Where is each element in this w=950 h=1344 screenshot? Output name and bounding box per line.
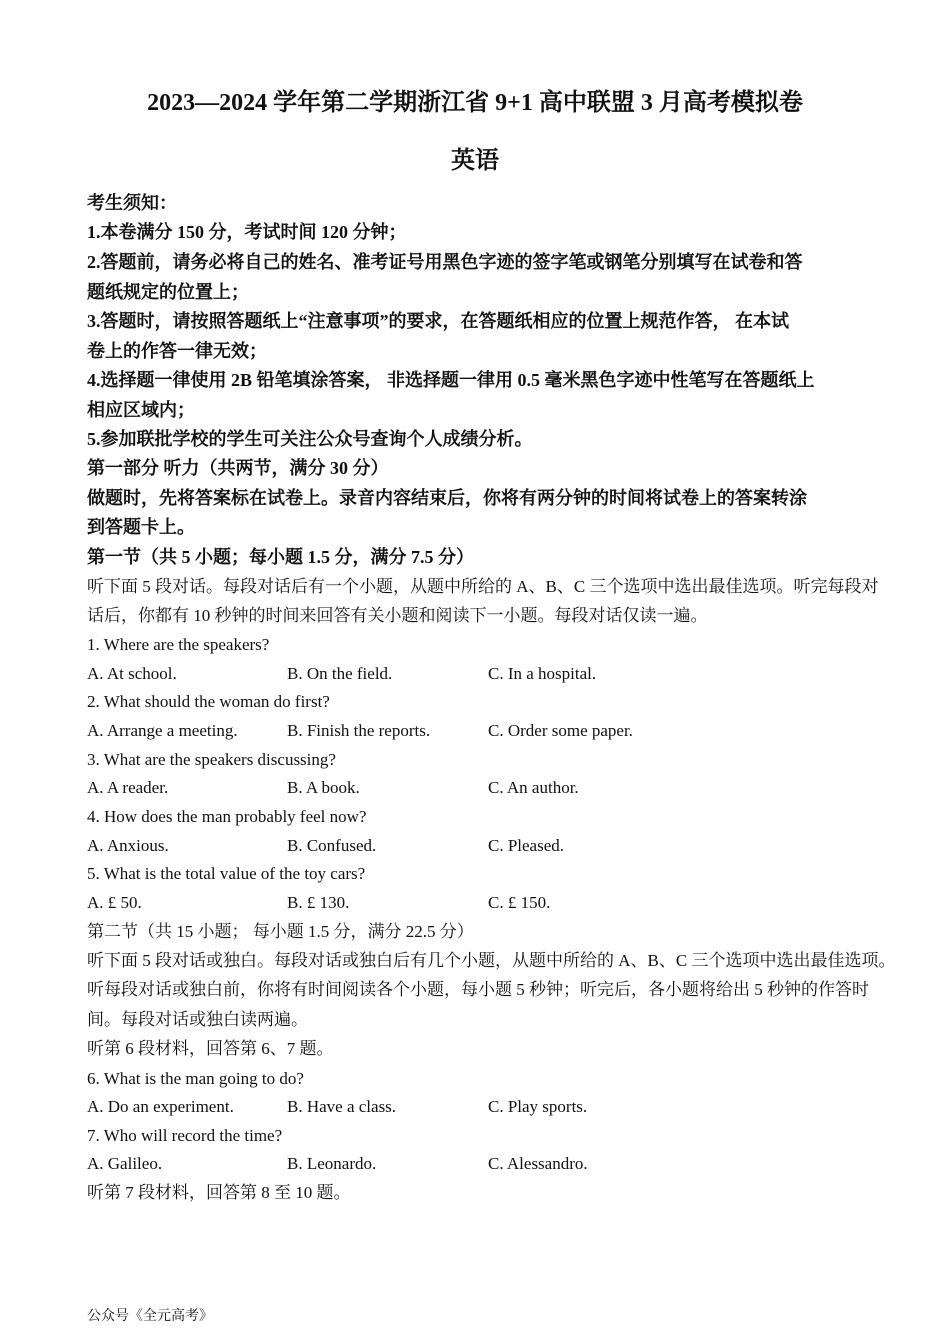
option-b: B. £ 130. [287,893,350,912]
notice-item: 5.参加联批学校的学生可关注公众号查询个人成绩分析。 [87,429,533,449]
material-7-note: 听第 7 段材料，回答第 8 至 10 题。 [87,1183,351,1202]
option-c: C. Alessandro. [488,1154,588,1173]
option-a: A. Do an experiment. [87,1097,234,1116]
option-a: A. At school. [87,664,177,683]
option-a: A. Arrange a meeting. [87,721,238,740]
question-1: 1. Where are the speakers? [87,635,270,654]
section2-instruction: 间。每段对话或独白读两遍。 [87,1010,308,1029]
option-a: A. Galileo. [87,1154,163,1173]
section1-instruction: 听下面 5 段对话。每段对话后有一个小题，从题中所给的 A、B、C 三个选项中选出最佳选项。听完每段对 [87,577,879,596]
notice-heading: 考生须知： [87,193,177,213]
question-5: 5. What is the total value of the toy cars? [87,864,366,883]
subject-title: 英语 [451,148,499,174]
option-b: B. A book. [287,778,360,797]
option-c: C. Pleased. [488,836,565,855]
notice-item: 3.答题时，请按照答题纸上“注意事项”的要求，在答题纸相应的位置上规范作答， 在本试 [87,311,789,331]
option-b: B. Leonardo. [287,1154,377,1173]
option-a: A. Anxious. [87,836,169,855]
option-c: C. £ 150. [488,893,551,912]
section1-heading: 第一节（共 5 小题；每小题 1.5 分，满分 7.5 分） [87,547,474,567]
part1-heading: 第一部分 听力（共两节，满分 30 分） [87,458,389,478]
option-b: B. Have a class. [287,1097,397,1116]
option-b: B. Confused. [287,836,377,855]
notice-item: 题纸规定的位置上； [87,282,249,302]
option-a: A. £ 50. [87,893,142,912]
section2-instruction: 听下面 5 段对话或独白。每段对话或独白后有几个小题，从题中所给的 A、B、C 三个选项中选出最佳选项。 [87,951,896,970]
option-a: A. A reader. [87,778,169,797]
material-6-note: 听第 6 段材料，回答第 6、7 题。 [87,1039,334,1058]
part1-instruction: 做题时，先将答案标在试卷上。录音内容结束后，你将有两分钟的时间将试卷上的答案转涂 [87,488,807,508]
footer-note: 公众号《全元高考》 [87,1309,213,1324]
notice-item: 2.答题前，请务必将自己的姓名、准考证号用黑色字迹的签字笔或钢笔分别填写在试卷和答 [87,252,803,272]
question-2: 2. What should the woman do first? [87,692,330,711]
part1-instruction: 到答题卡上。 [87,517,195,537]
section2-heading: 第二节（共 15 小题； 每小题 1.5 分，满分 22.5 分） [87,922,474,941]
option-b: B. Finish the reports. [287,721,431,740]
notice-item: 4.选择题一律使用 2B 铅笔填涂答案， 非选择题一律用 0.5 毫米黑色字迹中性笔写在答题纸上 [87,370,815,390]
section2-instruction: 听每段对话或独白前，你将有时间阅读各个小题，每小题 5 秒钟；听完后，各小题将给出 5 秒钟的作答时 [87,980,869,999]
option-c: C. Play sports. [488,1097,588,1116]
option-c: C. In a hospital. [488,664,597,683]
option-c: C. An author. [488,778,579,797]
notice-item: 1.本卷满分 150 分，考试时间 120 分钟； [87,222,407,242]
question-4: 4. How does the man probably feel now? [87,807,367,826]
notice-item: 相应区域内； [87,400,195,420]
question-3: 3. What are the speakers discussing? [87,750,336,769]
question-6: 6. What is the man going to do? [87,1069,304,1088]
exam-title: 2023—2024 学年第二学期浙江省 9+1 高中联盟 3 月高考模拟卷 [147,90,803,116]
notice-item: 卷上的作答一律无效； [87,341,267,361]
question-7: 7. Who will record the time? [87,1126,283,1145]
section1-instruction: 话后，你都有 10 秒钟的时间来回答有关小题和阅读下一小题。每段对话仅读一遍。 [87,606,708,625]
option-b: B. On the field. [287,664,393,683]
option-c: C. Order some paper. [488,721,633,740]
